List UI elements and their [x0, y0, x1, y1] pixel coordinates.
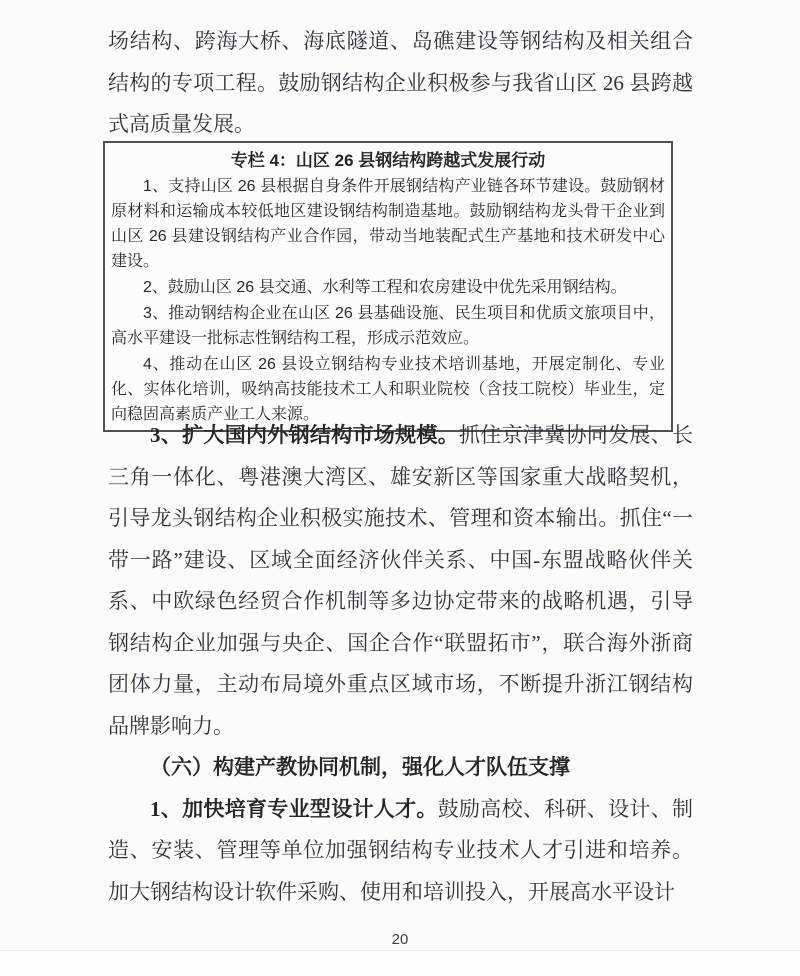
- callout-box-item: 4、推动在山区 26 县设立钢结构专业技术培训基地，开展定制化、专业化、实体化培训，吸纳高技能技术工人和职业院校（含技工院校）毕业生，定向稳固高素质产业工人来源。: [111, 356, 665, 423]
- scan-page-edge: [0, 950, 800, 976]
- paragraph-talent: [108, 789, 693, 914]
- paragraph-market-lead: 3、扩大国内外钢结构市场规模。: [150, 423, 459, 447]
- paragraph-talent-body: 鼓励高校、科研、设计、制造、安装、管理等单位加强钢结构专业技术人才引进和培养。加大钢结构设计软件采购、使用和培训投入，开展高水平设计: [108, 796, 694, 904]
- paragraph-continuation: 场结构、跨海大桥、海底隧道、岛礁建设等钢结构及相关组合结构的专项工程。鼓励钢结构企业积极参与我省山区 26 县跨越式高质量发展。: [108, 29, 693, 136]
- section-heading: （六）构建产教协同机制，强化人才队伍支撑: [150, 755, 570, 779]
- callout-box-item: 3、推动钢结构企业在山区 26 县基础设施、民生项目和优质文旅项目中，高水平建设一批标志性钢结构工程，形成示范效应。: [111, 305, 665, 347]
- paragraph-talent-lead: 1、加快培育专业型设计人才。: [150, 796, 438, 821]
- callout-box-item: 1、支持山区 26 县根据自身条件开展钢结构产业链各环节建设。鼓励钢材原材料和运输成本较低地区建设钢结构制造基地。鼓励钢结构龙头骨干企业到山区 26 县建设钢结构产业合作园，带动当地装配式生产基地和技术研发中心建设。: [111, 178, 665, 270]
- callout-box-item: 2、鼓励山区 26 县交通、水利等工程和农房建设中优先采用钢结构。: [143, 279, 627, 296]
- callout-box: [103, 141, 673, 432]
- page-number: 20: [391, 931, 409, 948]
- paragraph-market: [108, 415, 693, 747]
- callout-box-title: 专栏 4：山区 26 县钢结构跨越式发展行动: [230, 151, 546, 170]
- paragraph-market-body: 抓住京津冀协同发展、长三角一体化、粤港澳大湾区、雄安新区等国家重大战略契机，引导龙头钢结构企业积极实施技术、管理和资本输出。抓住“一带一路”建设、区域全面经济伙伴关系、中国-东盟战略伙伴关系、中欧绿色经贸合作机制等多边协定带来的战略机遇，引导钢结构企业加强与央企、国企合作“联盟拓市”，联合海外浙商团体力量，主动布局境外重点区域市场，不断提升浙江钢结构品牌影响力。: [108, 423, 693, 738]
- main-text-flow: [108, 415, 693, 913]
